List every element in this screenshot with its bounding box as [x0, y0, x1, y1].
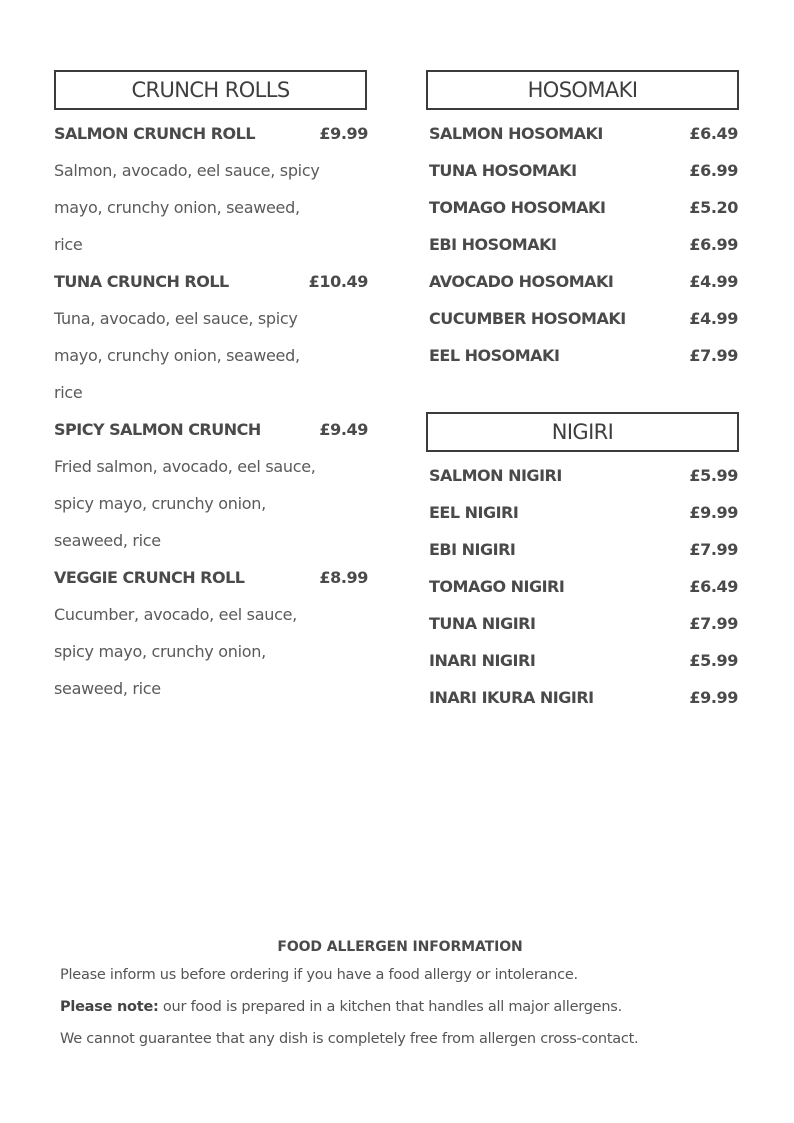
crunch-rolls-section — [54, 70, 368, 707]
menu-item-description: seaweed, rice — [54, 531, 161, 550]
right-column — [426, 70, 740, 716]
menu-item-name: VEGGIE CRUNCH ROLL — [54, 568, 245, 587]
hosomaki-header: HOSOMAKI — [426, 70, 739, 110]
menu-item-price: £9.99 — [689, 503, 738, 522]
crunch-rolls-header: CRUNCH ROLLS — [54, 70, 367, 110]
menu-item-price: £6.99 — [689, 161, 738, 180]
menu-item-price: £9.99 — [319, 124, 368, 143]
hosomaki-list — [426, 115, 740, 374]
menu-item-row — [426, 263, 740, 300]
menu-item-row — [426, 494, 740, 531]
menu-item-description: spicy mayo, crunchy onion, — [54, 642, 266, 661]
menu-item-name: INARI IKURA NIGIRI — [429, 688, 594, 707]
menu-item-row — [426, 679, 740, 716]
menu-item-price: £9.49 — [319, 420, 368, 439]
menu-item-name: EBI HOSOMAKI — [429, 235, 557, 254]
menu-item-name: TOMAGO NIGIRI — [429, 577, 565, 596]
menu-item-price: £7.99 — [689, 540, 738, 559]
menu-item-price: £7.99 — [689, 614, 738, 633]
menu-item-description: mayo, crunchy onion, seaweed, — [54, 198, 300, 217]
allergen-note-text: our food is prepared in a kitchen that handles all major allergens. — [158, 999, 622, 1015]
menu-item-price: £6.49 — [689, 124, 738, 143]
menu-item-price: £4.99 — [689, 309, 738, 328]
menu-item-row — [426, 226, 740, 263]
menu-item-name: TUNA HOSOMAKI — [429, 161, 577, 180]
allergen-line-1: Please inform us before ordering if you have a food allergy or intolerance. — [60, 967, 578, 983]
menu-item-name: TOMAGO HOSOMAKI — [429, 198, 606, 217]
menu-item-name: INARI NIGIRI — [429, 651, 536, 670]
nigiri-list — [426, 457, 740, 716]
menu-item-price: £6.99 — [689, 235, 738, 254]
menu-item-row — [426, 457, 740, 494]
menu-item-name: SALMON HOSOMAKI — [429, 124, 603, 143]
menu-item-row — [54, 559, 368, 596]
menu-item-price: £10.49 — [308, 272, 368, 291]
menu-item-price: £8.99 — [319, 568, 368, 587]
menu-item-name: AVOCADO HOSOMAKI — [429, 272, 614, 291]
menu-item-row — [426, 568, 740, 605]
section-spacer — [426, 374, 740, 412]
menu-item-description: Cucumber, avocado, eel sauce, — [54, 605, 297, 624]
menu-item-price: £6.49 — [689, 577, 738, 596]
allergen-note-label: Please note: — [60, 999, 159, 1015]
menu-item-name: EEL HOSOMAKI — [429, 346, 560, 365]
menu-item-row — [54, 263, 368, 300]
menu-item-price: £5.20 — [689, 198, 738, 217]
menu-item-row — [426, 152, 740, 189]
menu-item-row — [426, 189, 740, 226]
menu-item-description: seaweed, rice — [54, 679, 161, 698]
menu-item-row — [54, 411, 368, 448]
menu-item-description: rice — [54, 383, 83, 402]
menu-item-description: spicy mayo, crunchy onion, — [54, 494, 266, 513]
allergen-info — [60, 935, 740, 1055]
menu-item-price: £7.99 — [689, 346, 738, 365]
menu-item-name: TUNA CRUNCH ROLL — [54, 272, 229, 291]
menu-item-description: Tuna, avocado, eel sauce, spicy — [54, 309, 298, 328]
menu-item-name: CUCUMBER HOSOMAKI — [429, 309, 626, 328]
crunch-rolls-list — [54, 115, 368, 707]
allergen-title: FOOD ALLERGEN INFORMATION — [277, 939, 523, 955]
menu-item-name: SALMON CRUNCH ROLL — [54, 124, 256, 143]
menu-item-description: rice — [54, 235, 83, 254]
menu-item-row — [426, 300, 740, 337]
nigiri-header: NIGIRI — [426, 412, 739, 452]
menu-item-name: SPICY SALMON CRUNCH — [54, 420, 261, 439]
allergen-line-3: We cannot guarantee that any dish is completely free from allergen cross-contact. — [60, 1031, 639, 1047]
menu-item-description: Fried salmon, avocado, eel sauce, — [54, 457, 316, 476]
menu-item-name: EBI NIGIRI — [429, 540, 516, 559]
menu-item-price: £5.99 — [689, 651, 738, 670]
menu-item-row — [54, 115, 368, 152]
menu-item-price: £9.99 — [689, 688, 738, 707]
menu-item-name: EEL NIGIRI — [429, 503, 519, 522]
menu-item-name: SALMON NIGIRI — [429, 466, 562, 485]
menu-item-row — [426, 337, 740, 374]
menu-item-description: Salmon, avocado, eel sauce, spicy — [54, 161, 320, 180]
menu-item-price: £4.99 — [689, 272, 738, 291]
menu-item-name: TUNA NIGIRI — [429, 614, 536, 633]
menu-item-description: mayo, crunchy onion, seaweed, — [54, 346, 300, 365]
menu-item-row — [426, 605, 740, 642]
menu-item-row — [426, 642, 740, 679]
menu-item-row — [426, 531, 740, 568]
allergen-line-2 — [60, 991, 740, 1023]
menu-item-row — [426, 115, 740, 152]
menu-item-price: £5.99 — [689, 466, 738, 485]
